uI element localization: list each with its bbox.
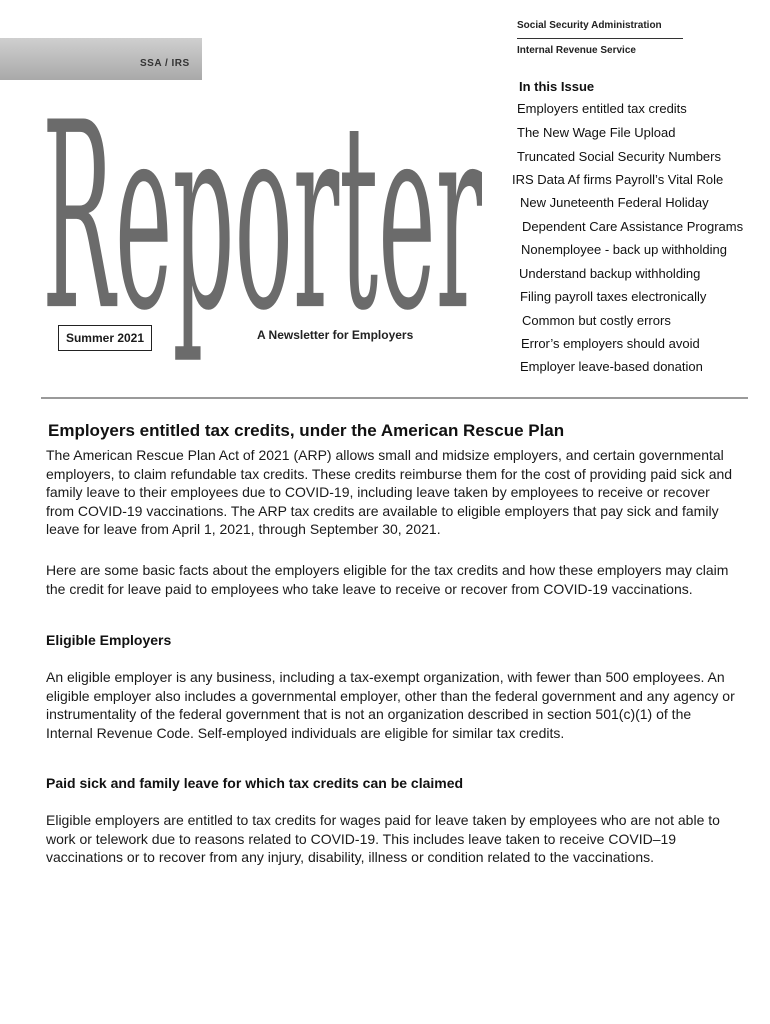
subheading-paid-leave: Paid sick and family leave for which tax credits can be claimed <box>46 775 464 791</box>
toc-item[interactable]: Truncated Social Security Numbers <box>517 149 721 164</box>
newsletter-tagline: A Newsletter for Employers <box>257 328 414 342</box>
toc-item[interactable]: Filing payroll taxes electronically <box>520 289 707 304</box>
toc-item[interactable]: Common but costly errors <box>522 313 671 328</box>
reporter-logo-text: Reporter <box>42 66 482 361</box>
toc-item[interactable]: New Juneteenth Federal Holiday <box>520 195 709 210</box>
section-divider <box>41 397 748 399</box>
agency-irs: Internal Revenue Service <box>517 45 636 56</box>
toc-item[interactable]: IRS Data Af firms Payroll’s Vital Role <box>512 172 724 187</box>
article-paragraph: Eligible employers are entitled to tax credits for wages paid for leave taken by employees who are not able to work or telework due to reasons related to COVID-19. This includes leave taken to receive COVID–19 vaccinations or to recover from any injury, disability, illness or condition related to the vaccinations. <box>46 812 720 865</box>
toc-item[interactable]: Nonemployee - back up withholding <box>521 242 727 257</box>
article-title: Employers entitled tax credits, under the American Rescue Plan <box>48 421 565 440</box>
toc-item[interactable]: Employer leave-based donation <box>520 359 703 374</box>
masthead-label: SSA / IRS <box>140 58 190 69</box>
agency-ssa: Social Security Administration <box>517 20 662 31</box>
article-paragraph: An eligible employer is any business, including a tax-exempt organization, with fewer than 500 employees. An eligible employer also includes a governmental employer, other than the federal government and any agency or instrumentality of the federal government that is not an organization described in section 501(c)(1) of the Internal Revenue Code. Self-employed individuals are eligible for similar tax credits. <box>46 669 735 741</box>
agency-divider <box>517 38 683 39</box>
toc-item[interactable]: Error’s employers should avoid <box>521 336 700 351</box>
toc-item[interactable]: Dependent Care Assistance Programs <box>522 219 744 234</box>
reporter-logo <box>42 26 482 361</box>
article-paragraph: Here are some basic facts about the employers eligible for the tax credits and how these employers may claim the credit for leave paid to employees who take leave to receive or recover from COVID-19 vaccinations. <box>46 562 729 597</box>
article-paragraph: The American Rescue Plan Act of 2021 (ARP) allows small and midsize employers, and certain governmental employers, to claim refundable tax credits. These credits reimburse them for the cost of providing paid sick and family leave to their employees due to COVID-19, including leave taken by employees to receive or recover from COVID-19 vaccinations. The ARP tax credits are available to eligible employers that pay sick and family leave for leave from April 1, 2021, through September 30, 2021. <box>46 447 733 537</box>
edition-badge: Summer 2021 <box>58 325 152 351</box>
contents-heading: In this Issue <box>519 79 595 94</box>
toc-item[interactable]: Employers entitled tax credits <box>517 101 687 116</box>
toc-item[interactable]: The New Wage File Upload <box>517 125 676 140</box>
toc-item[interactable]: Understand backup withholding <box>519 266 701 281</box>
subheading-eligible-employers: Eligible Employers <box>46 632 172 648</box>
